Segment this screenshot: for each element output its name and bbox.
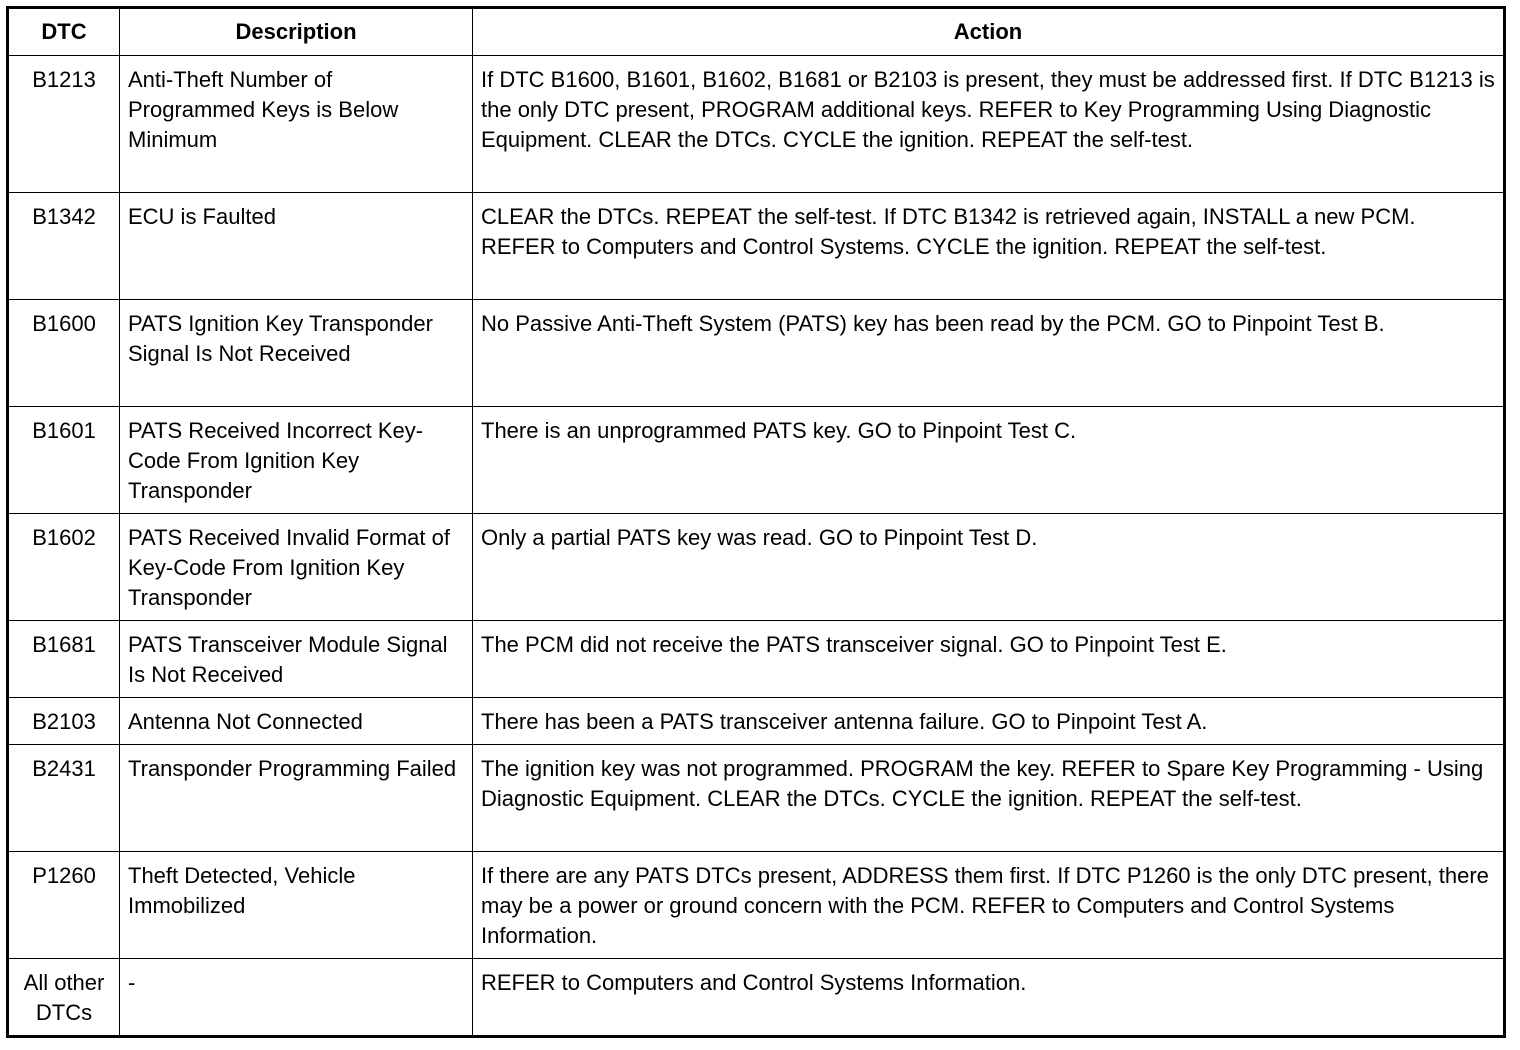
dtc-code: B1601: [8, 407, 120, 514]
dtc-code: B2103: [8, 698, 120, 745]
dtc-code: B2431: [8, 745, 120, 852]
header-description: Description: [120, 8, 473, 56]
table-row: [8, 407, 1505, 514]
dtc-description: PATS Transceiver Module Signal Is Not Received: [120, 621, 473, 698]
dtc-code: B1600: [8, 300, 120, 407]
table-row: [8, 745, 1505, 852]
table-row: [8, 56, 1505, 193]
dtc-code: P1260: [8, 852, 120, 959]
dtc-description: Anti-Theft Number of Programmed Keys is Below Minimum: [120, 56, 473, 193]
dtc-description: -: [120, 959, 473, 1037]
dtc-code: All other DTCs: [8, 959, 120, 1037]
dtc-description: ECU is Faulted: [120, 193, 473, 300]
dtc-action: The ignition key was not programmed. PROGRAM the key. REFER to Spare Key Programming - Using Diagnostic Equipment. CLEAR the DTCs. CYCLE the ignition. REPEAT the self-test.: [473, 745, 1505, 852]
header-action: Action: [473, 8, 1505, 56]
dtc-action: Only a partial PATS key was read. GO to Pinpoint Test D.: [473, 514, 1505, 621]
dtc-action: REFER to Computers and Control Systems Information.: [473, 959, 1505, 1037]
dtc-table: [6, 6, 1506, 1038]
dtc-description: PATS Received Incorrect Key-Code From Ignition Key Transponder: [120, 407, 473, 514]
table-row: [8, 959, 1505, 1037]
dtc-action: CLEAR the DTCs. REPEAT the self-test. If DTC B1342 is retrieved again, INSTALL a new PCM. REFER to Computers and Control Systems. CYCLE the ignition. REPEAT the self-test.: [473, 193, 1505, 300]
dtc-action: There is an unprogrammed PATS key. GO to Pinpoint Test C.: [473, 407, 1505, 514]
dtc-action: The PCM did not receive the PATS transceiver signal. GO to Pinpoint Test E.: [473, 621, 1505, 698]
dtc-description: PATS Received Invalid Format of Key-Code From Ignition Key Transponder: [120, 514, 473, 621]
dtc-action: No Passive Anti-Theft System (PATS) key has been read by the PCM. GO to Pinpoint Test B.: [473, 300, 1505, 407]
header-dtc: DTC: [8, 8, 120, 56]
table-row: [8, 621, 1505, 698]
table-row: [8, 193, 1505, 300]
table-row: [8, 514, 1505, 621]
dtc-action: If there are any PATS DTCs present, ADDRESS them first. If DTC P1260 is the only DTC present, there may be a power or ground concern with the PCM. REFER to Computers and Control Systems Information.: [473, 852, 1505, 959]
table-row: [8, 300, 1505, 407]
dtc-action: If DTC B1600, B1601, B1602, B1681 or B2103 is present, they must be addressed first. If DTC B1213 is the only DTC present, PROGRAM additional keys. REFER to Key Programming Using Diagnostic Equipment. CLEAR the DTCs. CYCLE the ignition. REPEAT the self-test.: [473, 56, 1505, 193]
table-row: [8, 852, 1505, 959]
dtc-code: B1602: [8, 514, 120, 621]
dtc-description: Antenna Not Connected: [120, 698, 473, 745]
header-row: [8, 8, 1505, 56]
dtc-description: Transponder Programming Failed: [120, 745, 473, 852]
dtc-description: Theft Detected, Vehicle Immobilized: [120, 852, 473, 959]
dtc-description: PATS Ignition Key Transponder Signal Is Not Received: [120, 300, 473, 407]
dtc-code: B1213: [8, 56, 120, 193]
table-row: [8, 698, 1505, 745]
dtc-action: There has been a PATS transceiver antenna failure. GO to Pinpoint Test A.: [473, 698, 1505, 745]
dtc-code: B1342: [8, 193, 120, 300]
dtc-code: B1681: [8, 621, 120, 698]
